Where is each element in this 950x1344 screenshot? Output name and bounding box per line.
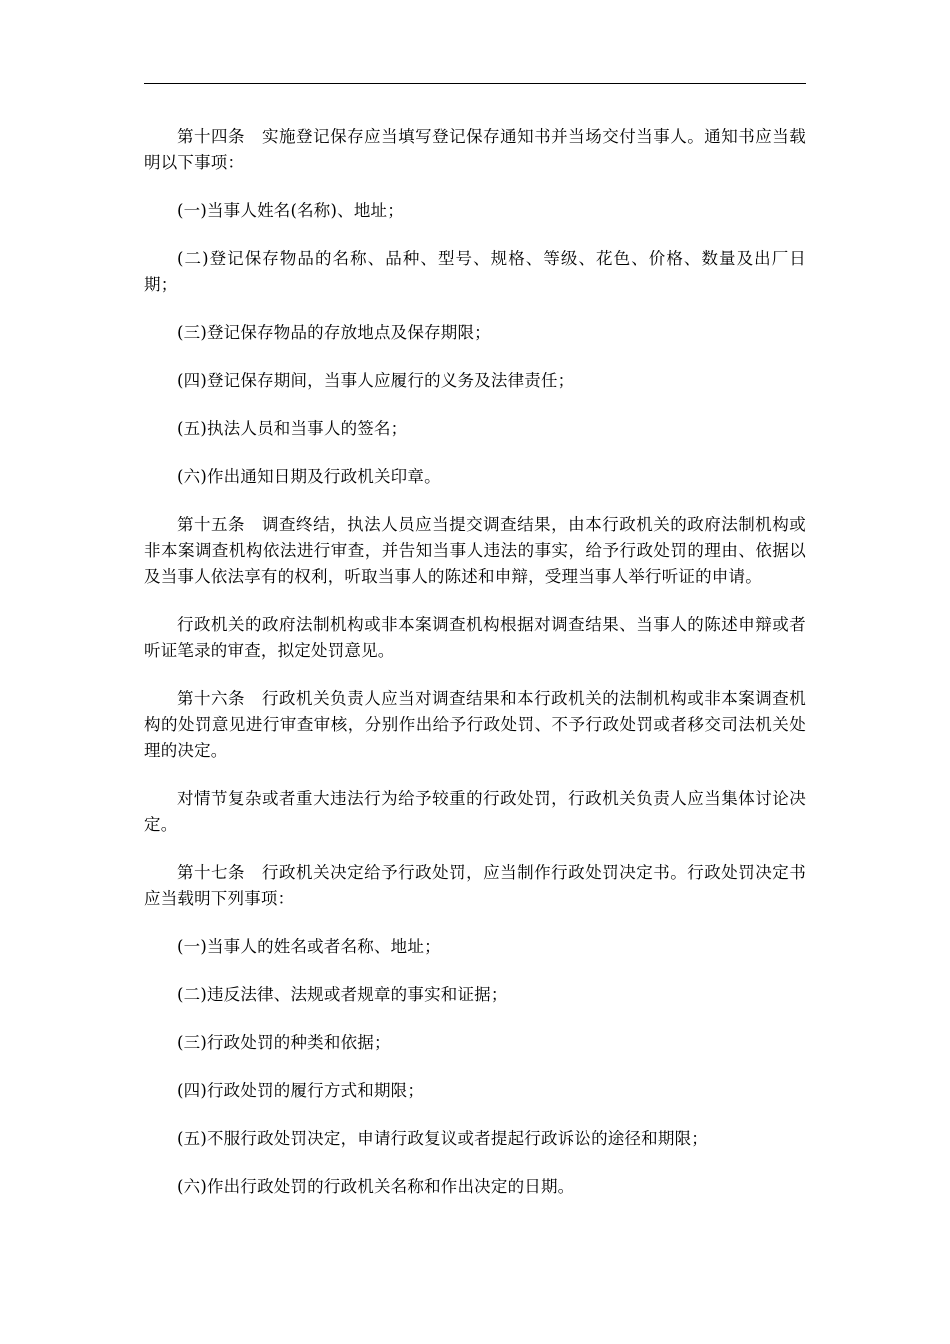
document-body [144,124,806,1222]
article-14-item-2: (二)登记保存物品的名称、品种、型号、规格、等级、花色、价格、数量及出厂日期； [144,249,806,294]
article-14-item-6: (六)作出通知日期及行政机关印章。 [177,467,441,486]
article-16-paragraph-2: 对情节复杂或者重大违法行为给予较重的行政处罚，行政机关负责人应当集体讨论决定。 [144,789,806,834]
article-17-item-2: (二)违反法律、法规或者规章的事实和证据； [177,985,508,1004]
article-17-item-3: (三)行政处罚的种类和依据； [177,1033,391,1052]
article-15: 第十五条 调查终结，执法人员应当提交调查结果，由本行政机关的政府法制机构或非本案调查机构依法进行审查，并告知当事人违法的事实，给予行政处罚的理由、依据以及当事人依法享有的权利，听取当事人的陈述和申辩，受理当事人举行听证的申请。 [144,515,806,586]
article-14-intro: 第十四条 实施登记保存应当填写登记保存通知书并当场交付当事人。通知书应当载明以下事项： [144,127,806,172]
header-rule [144,83,806,84]
article-17-intro: 第十七条 行政机关决定给予行政处罚，应当制作行政处罚决定书。行政处罚决定书应当载明下列事项： [144,863,806,908]
article-17-item-6: (六)作出行政处罚的行政机关名称和作出决定的日期。 [177,1177,575,1196]
article-14-item-3: (三)登记保存物品的存放地点及保存期限； [177,323,491,342]
article-17-item-5: (五)不服行政处罚决定，申请行政复议或者提起行政诉讼的途径和期限； [177,1129,708,1148]
article-14-item-1: (一)当事人姓名(名称)、地址； [177,201,404,220]
article-14-item-4: (四)登记保存期间，当事人应履行的义务及法律责任； [177,371,575,390]
article-14-item-5: (五)执法人员和当事人的签名； [177,419,408,438]
article-17-item-1: (一)当事人的姓名或者名称、地址； [177,937,441,956]
article-15-paragraph-2: 行政机关的政府法制机构或非本案调查机构根据对调查结果、当事人的陈述申辩或者听证笔录的审查，拟定处罚意见。 [144,615,806,660]
article-16: 第十六条 行政机关负责人应当对调查结果和本行政机关的法制机构或非本案调查机构的处罚意见进行审查审核，分别作出给予行政处罚、不予行政处罚或者移交司法机关处理的决定。 [144,689,806,760]
article-17-item-4: (四)行政处罚的履行方式和期限； [177,1081,425,1100]
